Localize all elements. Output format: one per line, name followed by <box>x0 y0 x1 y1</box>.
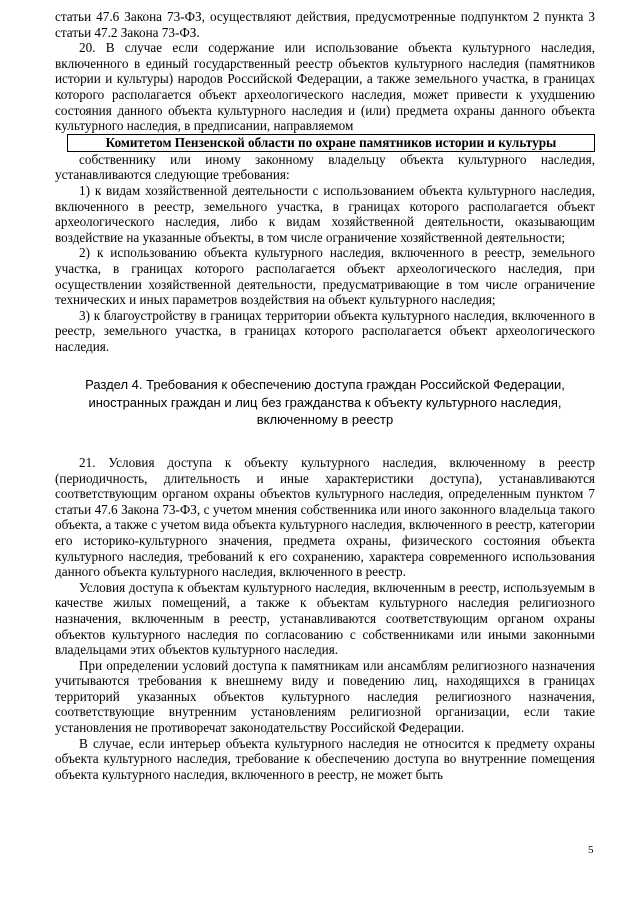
paragraph-item-20: 20. В случае если содержание или использование объекта культурного наследия, включенного в единый государственный реестр объектов культурного наследия (памятников истории и культуры) народов Российской Федерации, а также земельного участка, в границах которого располагается объект археологического наследия, может привести к ухудшению состояния данного объекта культурного наследия и (или) предмета охраны данного объекта культурного наследия, в предписании, направляемом <box>55 40 595 134</box>
document-page <box>55 9 595 782</box>
paragraph-requirements-intro: собственнику или иному законному владельцу объекта культурного наследия, устанавливаются следующие требования: <box>55 151 595 183</box>
paragraph-requirement-2: 2) к использованию объекта культурного наследия, включенного в реестр, земельного участка, в границах которого располагается объект археологического наследия, при осуществлении хозяйственной деятельности, предусматривающие в том числе ограничение технических и иных параметров воздействия на объект культурного наследия; <box>55 245 595 308</box>
section-spacer <box>55 429 595 455</box>
paragraph-requirement-1: 1) к видам хозяйственной деятельности с использованием объекта культурного наследия, включенного в реестр, земельного участка, в границах которого располагается объект археологического наследия, либо к видам хозяйственной деятельности, оказывающим воздействие на указанные объекты, в том числе ограничение хозяйственной деятельности; <box>55 182 595 245</box>
committee-name-box: Комитетом Пензенской области по охране памятников истории и культуры <box>67 134 595 152</box>
paragraph-interior-access: В случае, если интерьер объекта культурного наследия не относится к предмету охраны объекта культурного наследия, требование к обеспечению доступа во внутренние помещения объекта культурного наследия, включенного в реестр, не может быть <box>55 735 595 782</box>
paragraph-access-residential: Условия доступа к объектам культурного наследия, включенным в реестр, используемым в качестве жилых помещений, а также к объектам культурного наследия религиозного назначения, включенным в реестр, устанавливаются соответствующим органом охраны объектов культурного наследия по согласованию с собственниками или иными законными владельцами этих объектов культурного наследия. <box>55 579 595 658</box>
paragraph-continuation: статьи 47.6 Закона 73-ФЗ, осуществляют действия, предусмотренные подпунктом 2 пункта 3 статьи 47.2 Закона 73-ФЗ. <box>55 9 595 40</box>
section-4-title: Раздел 4. Требования к обеспечению доступа граждан Российской Федерации, иностранных граждан и лиц без гражданства к объекту культурного наследия, включенному в реестр <box>85 377 565 428</box>
paragraph-requirement-3: 3) к благоустройству в границах территории объекта культурного наследия, включенного в реестр, земельного участка, в границах которого располагается объект археологического наследия. <box>55 307 595 354</box>
page-number: 5 <box>588 844 594 856</box>
paragraph-item-21: 21. Условия доступа к объекту культурного наследия, включенному в реестр (периодичность, длительность и иные характеристики доступа), устанавливаются соответствующим органом охраны объектов культурного наследия, определенным пунктом 7 статьи 47.6 Закона 73-ФЗ, с учетом мнения собственника или иного законного владельца такого объекта, а также с учетом вида объекта культурного наследия, включенного в реестр, категории его историко-культурного значения, предмета охраны, физического состояния объекта культурного наследия, требований к его сохранению, характера современного использования данного объекта культурного наследия, включенного в реестр. <box>55 454 595 580</box>
paragraph-access-religious: При определении условий доступа к памятникам или ансамблям религиозного назначения учитываются требования к внешнему виду и поведению лиц, находящихся в границах территорий указанных объектов культурного наследия религиозного назначения, соответствующие внутренним установлениям религиозной организации, если такие установления не противоречат законодательству Российской Федерации. <box>55 657 595 736</box>
